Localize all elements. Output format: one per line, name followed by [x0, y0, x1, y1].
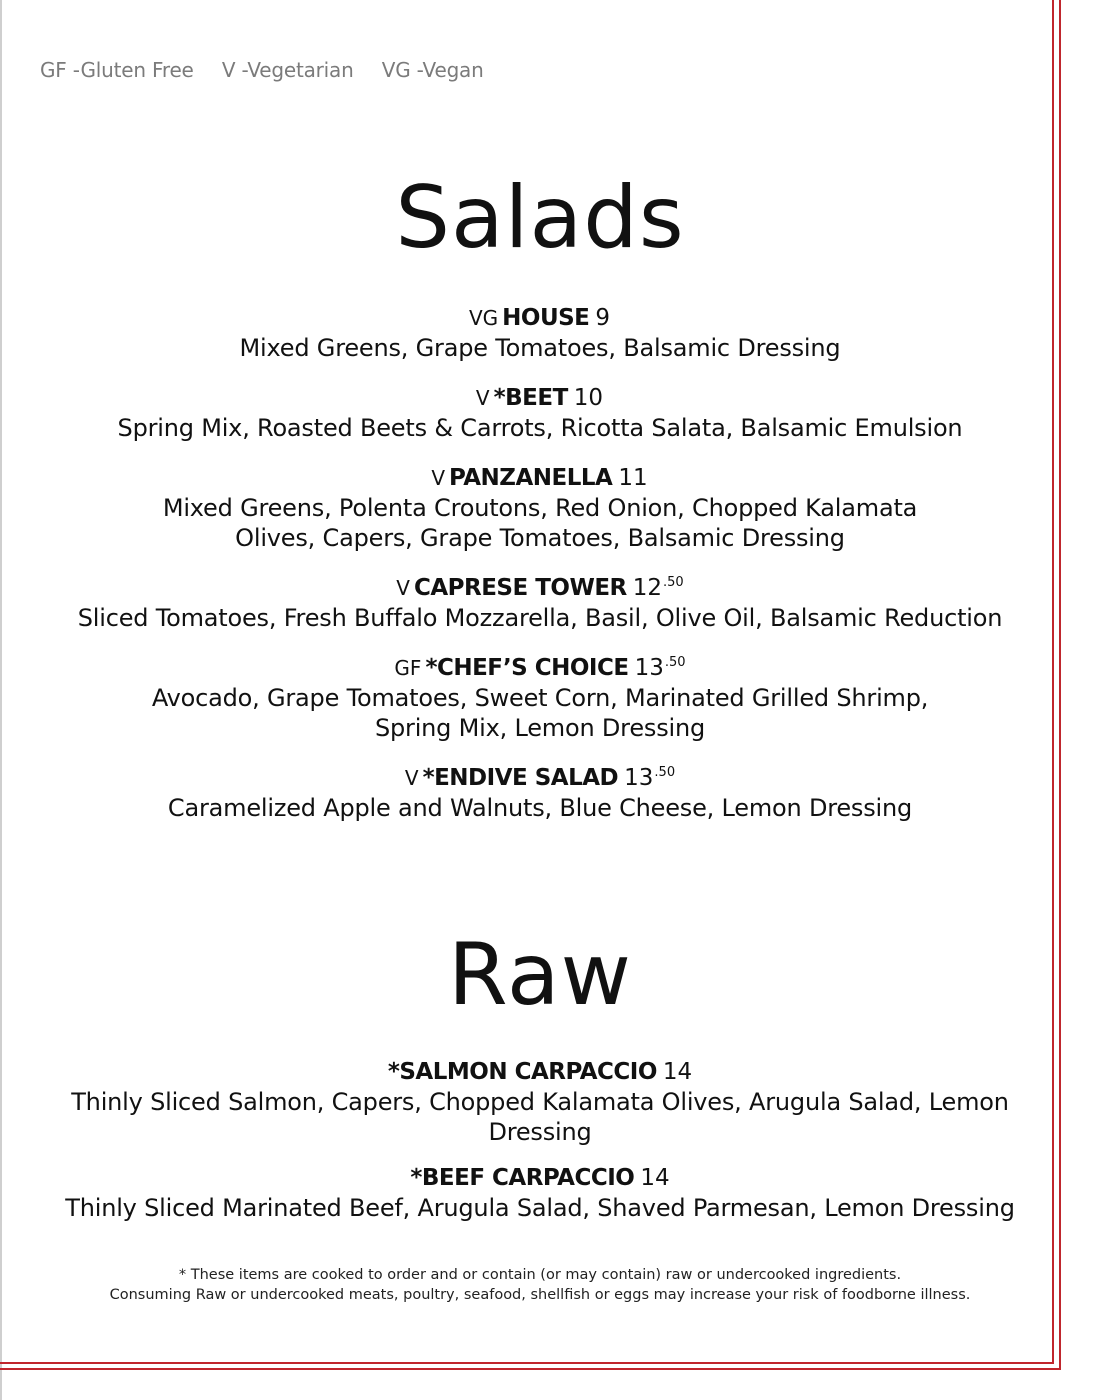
border-line-bottom-outer [0, 1368, 1061, 1370]
raw-menu [0, 1056, 1080, 1238]
item-price: 12 [632, 575, 663, 601]
item-name: PANZANELLA [449, 465, 613, 491]
dietary-tag: V [396, 576, 410, 600]
item-name: CAPRESE TOWER [413, 575, 627, 601]
item-name: *BEET [493, 385, 568, 411]
item-price: 10 [573, 385, 604, 411]
item-description: Spring Mix, Roasted Beets & Carrots, Ricotta Salata, Balsamic Emulsion [117, 414, 963, 442]
item-name: HOUSE [502, 305, 590, 331]
item-name: *SALMON CARPACCIO [387, 1059, 657, 1085]
item-heading [0, 458, 1080, 493]
item-heading [0, 758, 1080, 793]
menu-item [0, 568, 1080, 633]
item-price-cents: .50 [654, 765, 676, 780]
item-price: 14 [640, 1165, 670, 1191]
item-heading [0, 1056, 1080, 1087]
legend-vegetarian: V -Vegetarian [221, 58, 354, 82]
item-heading [0, 648, 1080, 683]
legend-gluten-free: GF -Gluten Free [40, 58, 194, 82]
disclaimer-line-1: * These items are cooked to order and or contain (or may contain) raw or undercooked ingredients. [178, 1267, 902, 1283]
dietary-tag: GF [394, 656, 422, 680]
menu-item [0, 1162, 1080, 1223]
menu-item [0, 298, 1080, 363]
dietary-tag: VG [468, 306, 499, 330]
item-description: Thinly Sliced Marinated Beef, Arugula Salad, Shaved Parmesan, Lemon Dressing [65, 1194, 1015, 1222]
menu-item [0, 758, 1080, 823]
dietary-tag: V [431, 466, 446, 490]
item-description: Sliced Tomatoes, Fresh Buffalo Mozzarella, Basil, Olive Oil, Balsamic Reduction [77, 604, 1003, 632]
item-price: 13 [624, 765, 654, 791]
item-name: *ENDIVE SALAD [422, 765, 619, 791]
item-price: 11 [618, 465, 648, 491]
item-price: 13 [634, 655, 664, 681]
border-line-bottom-inner [0, 1362, 1054, 1364]
legend-vegan: VG -Vegan [381, 58, 484, 82]
item-heading [0, 1162, 1080, 1193]
dietary-tag: V [475, 386, 490, 410]
section-title-salads: Salads [395, 168, 685, 268]
menu-item [0, 1056, 1080, 1147]
item-heading [0, 298, 1080, 333]
allergy-disclaimer [0, 1265, 1080, 1305]
item-price: 9 [595, 305, 611, 331]
item-name: *CHEF’S CHOICE [425, 655, 629, 681]
item-description: Mixed Greens, Polenta Croutons, Red Onion, Chopped Kalamata Olives, Capers, Grape Tomatoes, Balsamic Dressing [162, 494, 918, 552]
menu-item [0, 648, 1080, 743]
item-price: 14 [662, 1059, 693, 1085]
item-price-cents: .50 [664, 655, 686, 670]
item-heading [0, 568, 1080, 603]
disclaimer-line-2: Consuming Raw or undercooked meats, poultry, seafood, shellfish or eggs may increase your risk of foodborne illness. [109, 1287, 971, 1303]
item-heading [0, 378, 1080, 413]
dietary-legend [40, 58, 506, 82]
menu-item [0, 378, 1080, 443]
item-description: Caramelized Apple and Walnuts, Blue Cheese, Lemon Dressing [167, 794, 913, 822]
item-price-cents: .50 [663, 575, 684, 590]
salads-menu [0, 298, 1080, 838]
item-description: Avocado, Grape Tomatoes, Sweet Corn, Marinated Grilled Shrimp, Spring Mix, Lemon Dressing [151, 684, 929, 742]
item-description: Mixed Greens, Grape Tomatoes, Balsamic Dressing [239, 334, 841, 362]
menu-item [0, 458, 1080, 553]
section-title-raw: Raw [448, 925, 632, 1025]
dietary-tag: V [404, 766, 419, 790]
item-description: Thinly Sliced Salmon, Capers, Chopped Kalamata Olives, Arugula Salad, Lemon Dressing [71, 1088, 1009, 1146]
item-name: *BEEF CARPACCIO [410, 1165, 635, 1191]
